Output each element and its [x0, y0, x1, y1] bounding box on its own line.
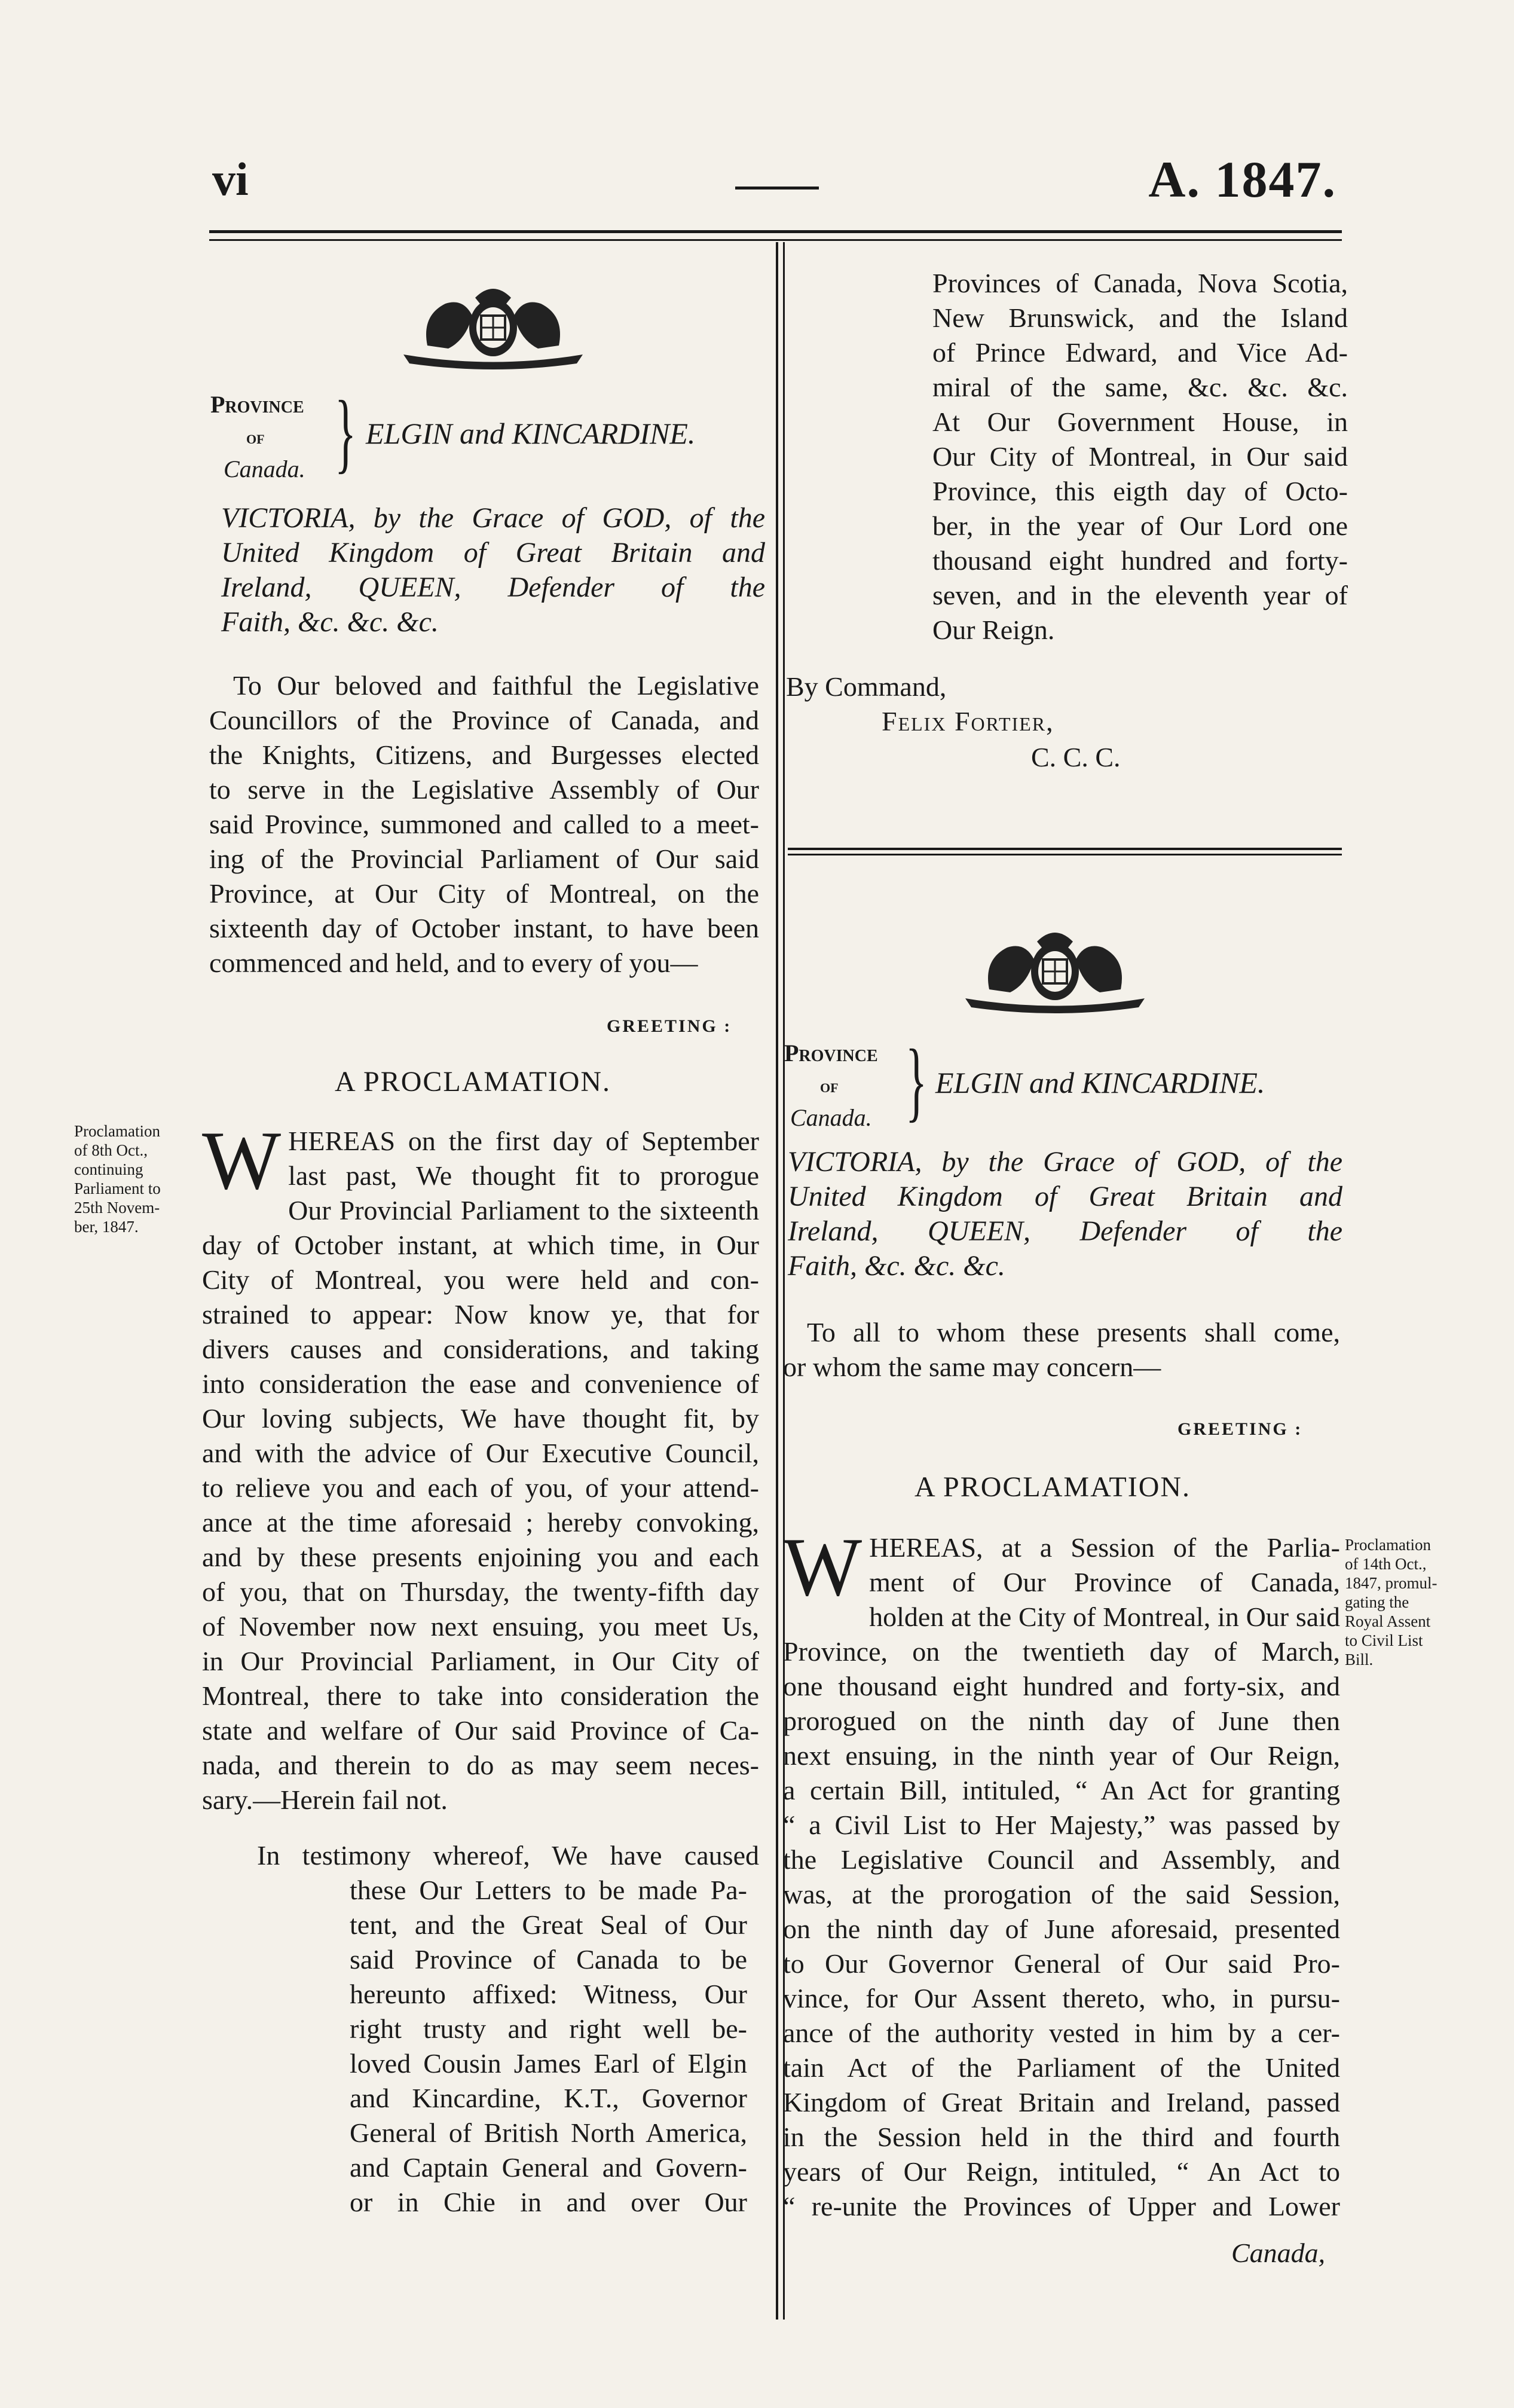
- page-year: A. 1847.: [1148, 151, 1336, 208]
- header-rule: [209, 230, 1342, 233]
- proclamation-heading: A PROCLAMATION.: [335, 1066, 611, 1098]
- district-name: ELGIN and KINCARDINE.: [935, 1066, 1265, 1099]
- by-command: By Command,: [786, 671, 947, 702]
- greeting: GREETING :: [1177, 1419, 1303, 1439]
- royal-coat-of-arms-icon: [392, 280, 595, 369]
- margin-note: Proclamation of 14th Oct., 1847, promul- gating the Royal Assent to Civil List Bill.: [1345, 1536, 1437, 1669]
- signatory-title: C. C. C.: [1031, 742, 1121, 772]
- royal-coat-of-arms-icon: [953, 924, 1157, 1013]
- margin-note: Proclamation of 8th Oct., continuing Parliament to 25th Novem- ber, 1847.: [74, 1122, 161, 1236]
- proclamation-body: W HEREAS on the first day of September last past, We thought fit to prorogue Our Provincial Parliament to the sixteenth day of October instant, at which time, in Our City of Montreal, you were held and con- strained to appear: Now know ye, that for divers causes and considerations, and taking into consideration the ease and convenience of Our loving subjects, We have thought fit, by and with the advice of Our Executive Council, to relieve you and each of you, of your attend- ance at the time aforesaid ; hereby convoking, and by these presents enjoining you and each of you, that on Thursday, the twenty-fifth day of November now next ensuing, you meet Us, in Our Provincial Parliament, in Our City of Montreal, there to take into consideration the state and welfare of Our said Province of Ca- nada, and therein to do as may seem neces- sary.—Herein fail not.: [202, 1114, 759, 1815]
- province-label: Province of Canada.: [784, 1040, 878, 1131]
- greeting: GREETING :: [607, 1016, 732, 1036]
- sovereign-title: VICTORIA, by the Grace of GOD, of the United Kingdom of Great Britain and Ireland, QUEEN, Defender of the Faith, &c. &c. &c.: [221, 502, 765, 638]
- header-rule-thin: [209, 239, 1342, 241]
- address-paragraph: To Our beloved and faithful the Legislative Councillors of the Province of Canada, and the Knights, Citizens, and Burgesses elected to serve in the Legislative Assembly of Our said Province, summoned and called to a meet- ing of the Provincial Parliament of Our said Province, at Our City of Montreal, on the sixteenth day of October instant, to have been commenced and held, and to every of you—: [209, 670, 759, 978]
- drop-cap: W: [783, 1521, 862, 1614]
- section-rule-thin: [788, 854, 1342, 855]
- section-rule: [788, 848, 1342, 850]
- page-number: vi: [212, 153, 249, 205]
- proclamation-heading: A PROCLAMATION.: [914, 1471, 1191, 1503]
- column-divider: [776, 242, 778, 2320]
- proclamation-body: W HEREAS, at a Session of the Parlia- ment of Our Province of Canada, holden at the City of Montreal, in Our said Province, on the twentieth day of March, one thousand eight hundred and forty-six, and prorogued on the ninth day of June then next ensuing, in the ninth year of Our Reign, a certain Bill, intituled, “ An Act for granting “ a Civil List to Her Majesty,” was passed by the Legislative Council and Assembly, and was, at the prorogation of the said Session, on the ninth day of June aforesaid, presented to Our Governor General of Our said Pro- vince, for Our Assent thereto, who, in pursu- ance of the authority vested in him by a cer- tain Act of the Parliament of the United Kingdom of Great Britain and Ireland, passed in the Session held in the third and fourth years of Our Reign, intituled, “ An Act to “ re-unite the Provinces of Upper and Lower: [783, 1521, 1340, 2221]
- testimony-clause-body: these Our Letters to be made Pa- tent, and the Great Seal of Our said Province of Canada to be hereunto affixed: Witness, Our right trusty and right well be- loved Cousin James Earl of Elgin and Kincardine, K.T., Governor General of British North America, and Captain General and Govern- or in Chie in and over Our: [350, 1875, 747, 2217]
- district-name: ELGIN and KINCARDINE.: [366, 417, 696, 450]
- signatory-name: Felix Fortier,: [882, 706, 1054, 737]
- brace: }: [906, 1031, 927, 1130]
- testimony-continuation: Provinces of Canada, Nova Scotia, New Brunswick, and the Island of Prince Edward, and Vice Ad- miral of the same, &c. &c. &c. At Our Government House, in Our City of Montreal, in Our said Province, this eigth day of Octo- ber, in the year of Our Lord one thousand eight hundred and forty- seven, and in the eleventh year of Our Reign.: [932, 268, 1348, 645]
- sovereign-title: VICTORIA, by the Grace of GOD, of the United Kingdom of Great Britain and Ireland, QUEEN, Defender of the Faith, &c. &c. &c.: [788, 1146, 1342, 1282]
- header-separator: [735, 187, 819, 190]
- catchword: Canada,: [1231, 2238, 1326, 2268]
- brace: }: [335, 383, 356, 482]
- address-paragraph: To all to whom these presents shall come, or whom the same may concern—: [783, 1317, 1340, 1382]
- drop-cap: W: [202, 1114, 282, 1207]
- testimony-clause: In testimony whereof, We have caused: [257, 1840, 759, 1871]
- province-label: Province of Canada.: [210, 391, 305, 482]
